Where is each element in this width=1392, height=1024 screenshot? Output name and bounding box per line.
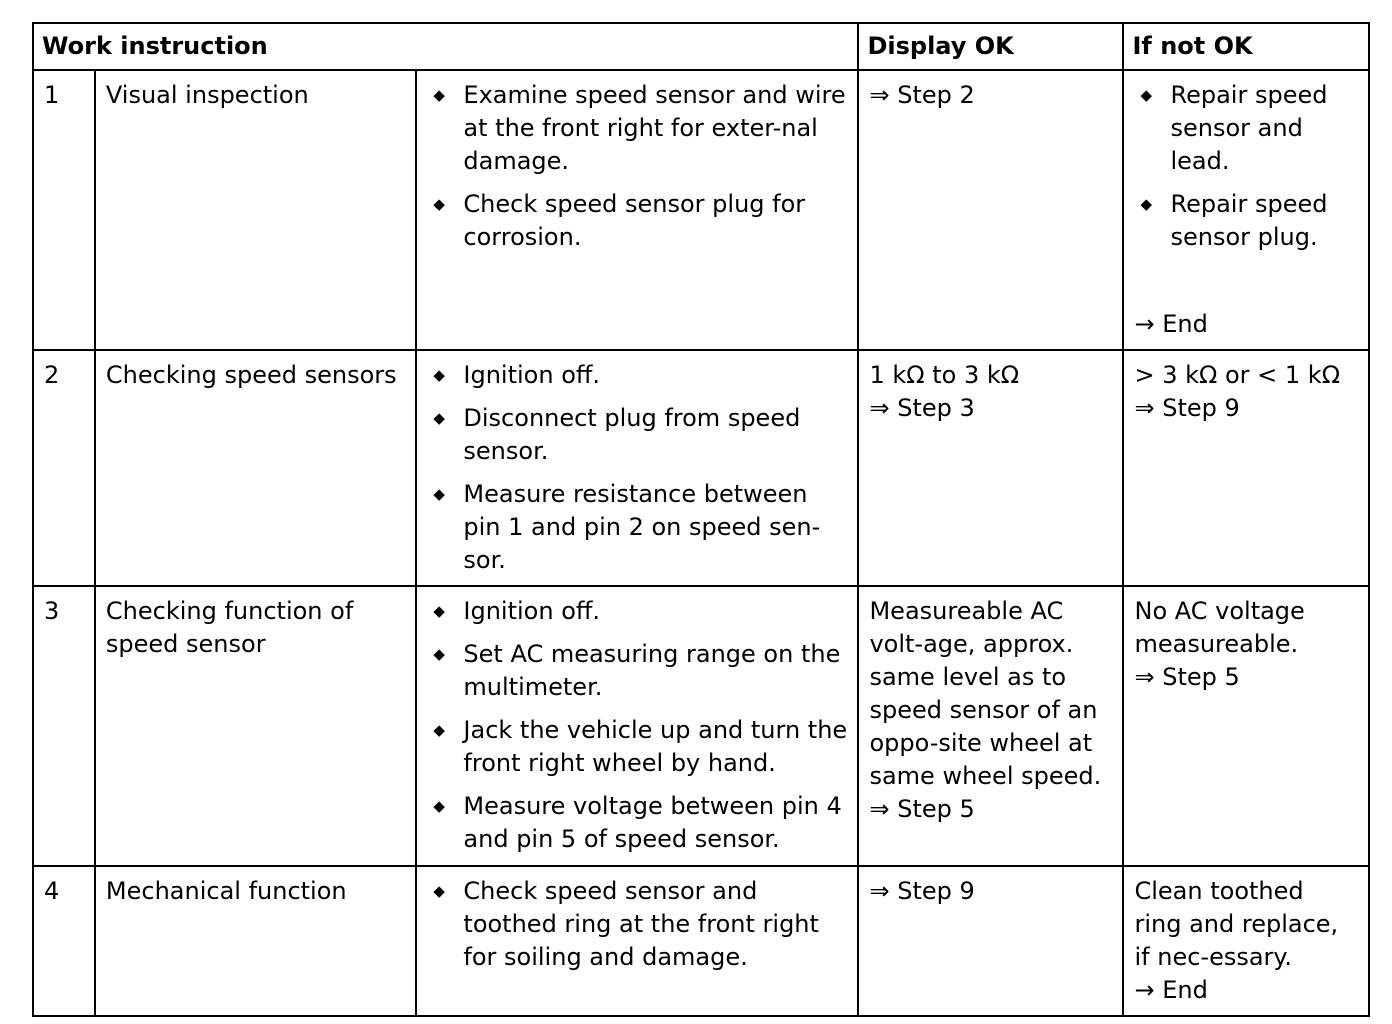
diamond-bullet-icon: ◆ (1140, 195, 1153, 213)
instruction-list (427, 875, 847, 974)
list-item (1134, 188, 1358, 254)
display-ok-cell (858, 350, 1123, 586)
step-name: Checking function of speed sensor (95, 586, 417, 866)
diamond-bullet-icon: ◆ (1140, 86, 1153, 104)
list-item (427, 790, 847, 856)
diamond-bullet-icon: ◆ (433, 797, 445, 815)
list-item (1134, 79, 1358, 178)
instruction-text: Measure voltage between pin 4 and pin 5 of speed sensor. (463, 792, 842, 853)
step-name: Checking speed sensors (95, 350, 417, 586)
if-not-ok-cell (1123, 70, 1369, 350)
if-not-ok-cell (1123, 350, 1369, 586)
if-not-ok-cell (1123, 586, 1369, 866)
display-ok-text: 1 kΩ to 3 kΩ (869, 361, 1020, 389)
display-ok-cell (858, 586, 1123, 866)
list-item (427, 478, 847, 577)
display-ok-text: Measureable AC volt-age, approx. same level as to speed sensor of an oppo-site wheel at same wheel speed. (869, 597, 1102, 790)
list-item (427, 359, 847, 392)
diamond-bullet-icon: ◆ (433, 409, 445, 427)
if-not-ok-text: > 3 kΩ or < 1 kΩ (1134, 361, 1341, 389)
diamond-bullet-icon: ◆ (433, 602, 445, 620)
list-item (427, 595, 847, 628)
list-item (427, 402, 847, 468)
step-name: Mechanical function (95, 866, 417, 1016)
header-row (33, 23, 1369, 70)
if-not-ok-text: → End (1134, 976, 1208, 1004)
if-not-ok-cell (1123, 866, 1369, 1016)
if-not-ok-text: No AC voltage measureable. (1134, 597, 1305, 658)
display-ok-text: ⇒ Step 2 (869, 81, 975, 109)
diamond-bullet-icon: ◆ (433, 195, 445, 213)
step-number: 1 (33, 70, 95, 350)
instruction-text: Examine speed sensor and wire at the front right for exter-nal damage. (463, 81, 846, 175)
list-item (427, 875, 847, 974)
diamond-bullet-icon: ◆ (433, 86, 445, 104)
diamond-bullet-icon: ◆ (433, 645, 445, 663)
repair-list (1134, 79, 1358, 254)
list-item (427, 638, 847, 704)
instruction-text: Ignition off. (463, 597, 601, 625)
instruction-list (427, 359, 847, 577)
if-not-ok-text: Clean toothed ring and replace, if nec-essary. (1134, 877, 1339, 971)
header-if-not-ok: If not OK (1123, 23, 1369, 70)
instruction-list (427, 595, 847, 856)
instruction-list (427, 79, 847, 254)
instruction-text: Disconnect plug from speed sensor. (463, 404, 801, 465)
table-row (33, 70, 1369, 350)
instruction-text: Jack the vehicle up and turn the front right wheel by hand. (463, 716, 848, 777)
display-ok-text: ⇒ Step 9 (869, 877, 975, 905)
step-instructions (416, 866, 858, 1016)
display-ok-cell (858, 70, 1123, 350)
table-row (33, 350, 1369, 586)
repair-text: Repair speed sensor and lead. (1170, 81, 1328, 175)
end-text: → End (1134, 310, 1208, 338)
if-not-ok-text: ⇒ Step 9 (1134, 394, 1240, 422)
if-not-ok-text: ⇒ Step 5 (1134, 663, 1240, 691)
step-number: 3 (33, 586, 95, 866)
step-number: 2 (33, 350, 95, 586)
step-name: Visual inspection (95, 70, 417, 350)
work-instruction-table (32, 22, 1370, 1017)
step-instructions (416, 70, 858, 350)
header-display-ok: Display OK (858, 23, 1123, 70)
table-row (33, 866, 1369, 1016)
step-instructions (416, 586, 858, 866)
display-ok-cell (858, 866, 1123, 1016)
list-item (427, 188, 847, 254)
display-ok-text: ⇒ Step 3 (869, 394, 975, 422)
instruction-text: Set AC measuring range on the multimeter. (463, 640, 841, 701)
instruction-text: Check speed sensor plug for corrosion. (463, 190, 806, 251)
repair-text: Repair speed sensor plug. (1170, 190, 1328, 251)
diamond-bullet-icon: ◆ (433, 366, 445, 384)
header-work-instruction: Work instruction (33, 23, 858, 70)
instruction-text: Ignition off. (463, 361, 601, 389)
instruction-text: Check speed sensor and toothed ring at the front right for soiling and damage. (463, 877, 819, 971)
diamond-bullet-icon: ◆ (433, 485, 445, 503)
diamond-bullet-icon: ◆ (433, 882, 445, 900)
step-number: 4 (33, 866, 95, 1016)
step-instructions (416, 350, 858, 586)
list-item (427, 714, 847, 780)
display-ok-text: ⇒ Step 5 (869, 795, 975, 823)
list-item (427, 79, 847, 178)
diamond-bullet-icon: ◆ (433, 721, 445, 739)
table-row (33, 586, 1369, 866)
instruction-text: Measure resistance between pin 1 and pin 2 on speed sen-sor. (463, 480, 821, 574)
